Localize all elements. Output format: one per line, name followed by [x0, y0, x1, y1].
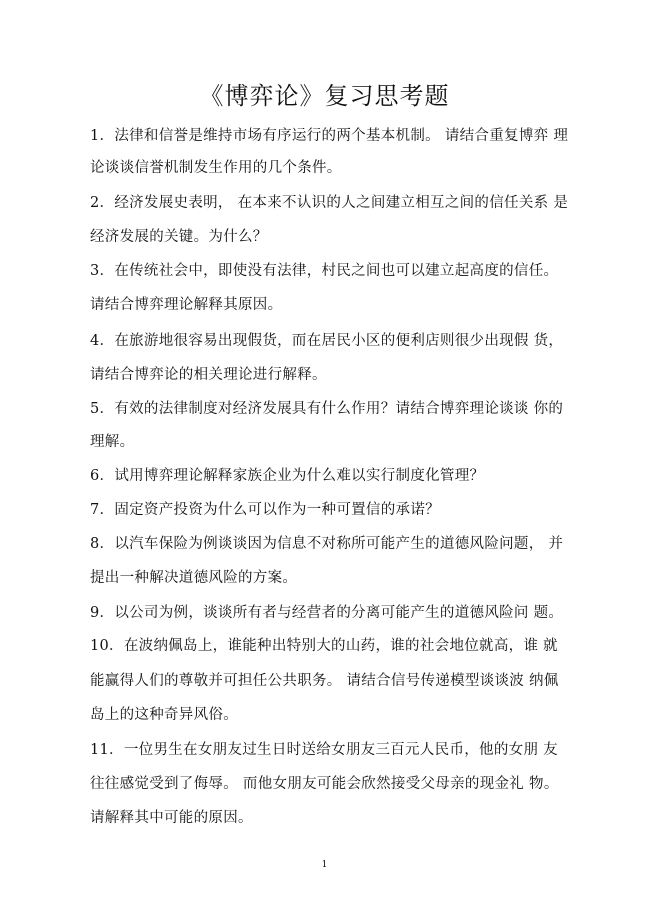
- text-line: 11．一位男生在女朋友过生日时送给女朋友三百元人民币，他的女朋 友: [90, 742, 558, 758]
- text-line: 3．在传统社会中，即使没有法律，村民之间也可以建立起高度的信任。: [90, 263, 559, 279]
- text-line: 请结合博弈论的相关理论进行解释。: [90, 367, 327, 383]
- document-title: 《博弈论》复习思考题: [199, 82, 450, 110]
- text-line: 8．以汽车保险为例谈谈因为信息不对称所可能产生的道德风险问题， 并: [90, 536, 564, 552]
- text-line: 岛上的这种奇异风俗。: [90, 707, 238, 723]
- text-line: 1．法律和信誉是维持市场有序运行的两个基本机制。 请结合重复博弈 理: [90, 128, 569, 144]
- text-line: 经济发展的关键。为什么？: [90, 229, 268, 245]
- text-line: 往往感觉受到了侮辱。 而他女朋友可能会欣然接受父母亲的现金礼 物。: [90, 776, 559, 792]
- text-line: 6．试用博弈理论解释家族企业为什么难以实行制度化管理？: [90, 468, 485, 484]
- text-line: 请解释其中可能的原因。: [90, 810, 253, 826]
- text-line: 9．以公司为例，谈谈所有者与经营者的分离可能产生的道德风险问 题。: [90, 605, 564, 621]
- text-line: 5．有效的法律制度对经济发展具有什么作用？请结合博弈理论谈谈 你的: [90, 401, 564, 417]
- text-line: 能赢得人们的尊敬并可担任公共职务。 请结合信号传递模型谈谈波 纳佩: [90, 673, 559, 689]
- text-line: 论谈谈信誉机制发生作用的几个条件。: [90, 160, 342, 176]
- text-line: 提出一种解决道德风险的方案。: [90, 570, 298, 586]
- text-line: 2．经济发展史表明， 在本来不认识的人之间建立相互之间的信任关系 是: [90, 195, 569, 211]
- text-line: 请结合博弈理论解释其原因。: [90, 297, 283, 313]
- page-number: 1: [321, 860, 328, 870]
- text-line: 理解。: [90, 434, 135, 450]
- text-line: 4．在旅游地很容易出现假货，而在居民小区的便利店则很少出现假 货，: [90, 333, 564, 349]
- text-line: 10．在波纳佩岛上，谁能种出特别大的山药，谁的社会地位就高，谁 就: [90, 638, 558, 654]
- text-line: 7．固定资产投资为什么可以作为一种可置信的承诺？: [90, 502, 440, 518]
